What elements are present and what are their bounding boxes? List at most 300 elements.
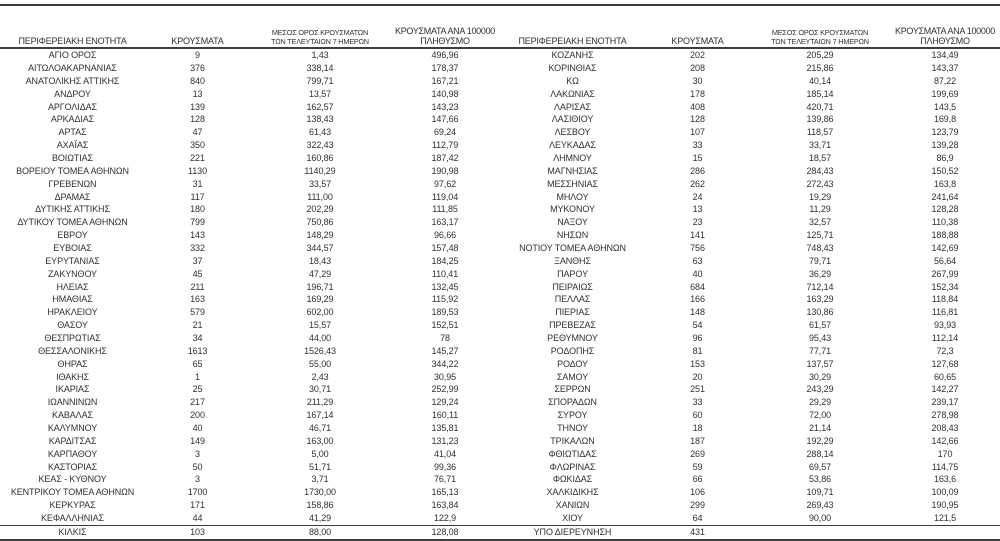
cell-cases: 431 bbox=[645, 525, 750, 539]
cell-cases: 1 bbox=[195, 371, 200, 382]
cell-avg7: 205,29 bbox=[806, 50, 834, 61]
cell-per100k: 170 bbox=[937, 448, 953, 459]
cell-avg7: 11,29 bbox=[809, 204, 831, 215]
cell-per100k: 93,93 bbox=[933, 320, 957, 331]
table-row bbox=[0, 216, 500, 229]
table-row bbox=[500, 216, 1000, 229]
cell-cases: 799 bbox=[190, 217, 205, 228]
cell-avg7: 95,43 bbox=[808, 333, 832, 344]
cell-per100k: 110,41 bbox=[431, 268, 459, 279]
cell-cases: 202 bbox=[690, 50, 705, 61]
cell-per100k: 30,95 bbox=[433, 371, 457, 382]
cell-region: ΔΥΤΙΚΟΥ ΤΟΜΕΑ ΑΘΗΝΩΝ bbox=[17, 217, 128, 228]
table-row bbox=[0, 422, 500, 435]
cell-region: ΜΗΛΟΥ bbox=[556, 191, 589, 202]
cell-region: ΚΑΡΠΑΘΟΥ bbox=[47, 448, 98, 459]
cell-region: ΧΑΝΙΩΝ bbox=[555, 500, 590, 511]
cell-cases: 579 bbox=[190, 307, 205, 318]
cell-cases: 208 bbox=[690, 62, 705, 73]
table-row bbox=[500, 409, 1000, 422]
cell-region: ΗΜΑΘΙΑΣ bbox=[52, 294, 93, 305]
col-header-per100k-line2: ΠΛΗΘΥΣΜΟ bbox=[420, 36, 470, 46]
table-row bbox=[0, 370, 500, 383]
col-header-region: ΠΕΡΙΦΕΡΕΙΑΚΗ ΕΝΟΤΗΤΑ bbox=[500, 6, 645, 48]
cell-cases: 24 bbox=[692, 191, 703, 202]
cell-per100k: 278,98 bbox=[931, 410, 959, 421]
cell-per100k: 143,23 bbox=[431, 101, 459, 112]
cell-region: ΚΕΝΤΡΙΚΟΥ ΤΟΜΕΑ ΑΘΗΝΩΝ bbox=[10, 487, 135, 498]
cell-region: ΚΩ bbox=[566, 75, 579, 86]
cell-cases: 13 bbox=[692, 204, 703, 215]
cell-region: ΠΑΡΟΥ bbox=[557, 268, 588, 279]
cell-region: ΡΟΔΟΥ bbox=[557, 358, 588, 369]
cell-per100k: 127,68 bbox=[931, 358, 959, 369]
table-row bbox=[0, 409, 500, 422]
cell-region: ΣΥΡΟΥ bbox=[557, 410, 588, 421]
table-row bbox=[500, 139, 1000, 152]
cell-region: ΚΙΛΚΙΣ bbox=[0, 525, 145, 539]
cell-per100k: 189,53 bbox=[431, 307, 459, 318]
table-row bbox=[500, 435, 1000, 448]
cell-region: ΣΠΟΡΑΔΩΝ bbox=[548, 397, 597, 408]
col-header-avg7-line2: ΤΩΝ ΤΕΛΕΥΤΑΙΩΝ 7 ΗΜΕΡΩΝ bbox=[271, 36, 369, 46]
cell-cases: 33 bbox=[692, 397, 703, 408]
cell-region: ΙΘΑΚΗΣ bbox=[56, 371, 89, 382]
table-row bbox=[500, 100, 1000, 113]
cell-cases: 221 bbox=[190, 153, 205, 163]
cell-region: ΝΗΣΩΝ bbox=[556, 230, 589, 241]
cell-avg7: 1526,43 bbox=[304, 345, 336, 356]
cell-avg7: 18,43 bbox=[308, 255, 332, 266]
cell-avg7: 158,86 bbox=[306, 500, 334, 511]
regional-table-right bbox=[500, 6, 1000, 539]
cell-cases: 262 bbox=[690, 178, 705, 189]
cell-region: ΑΙΤΩΛΟΑΚΑΡΝΑΝΙΑΣ bbox=[28, 62, 117, 73]
cell-cases: 3 bbox=[195, 474, 200, 485]
cell-cases: 66 bbox=[692, 474, 703, 485]
cell-cases: 54 bbox=[692, 320, 703, 331]
table-row bbox=[500, 486, 1000, 499]
cell-avg7: 1140,29 bbox=[304, 165, 336, 176]
cell-per100k: 115,92 bbox=[431, 294, 459, 305]
cell-region: ΙΩΑΝΝΙΝΩΝ bbox=[47, 397, 98, 408]
header-row-right bbox=[500, 6, 1000, 48]
table-row bbox=[500, 358, 1000, 371]
table-row bbox=[0, 332, 500, 345]
table-row bbox=[0, 242, 500, 255]
cell-avg7: 46,71 bbox=[308, 423, 332, 434]
cell-cases: 139 bbox=[190, 101, 205, 112]
cell-per100k: 100,09 bbox=[931, 487, 959, 498]
table-row bbox=[500, 512, 1000, 525]
cell-per100k: 169,8 bbox=[933, 114, 957, 125]
cell-cases: 44 bbox=[192, 513, 203, 524]
cell-avg7: 18,57 bbox=[808, 153, 832, 163]
cell-avg7: 47,29 bbox=[308, 268, 332, 279]
table-row bbox=[500, 448, 1000, 461]
table-row bbox=[0, 75, 500, 88]
cell-region: ΘΗΡΑΣ bbox=[57, 358, 88, 369]
table-row bbox=[0, 100, 500, 113]
cell-region: ΚΑΛΥΜΝΟΥ bbox=[47, 423, 98, 434]
cell-per100k: 112,79 bbox=[431, 140, 459, 151]
cell-cases: 106 bbox=[690, 487, 705, 498]
regional-table-left bbox=[0, 6, 500, 539]
table-row bbox=[0, 448, 500, 461]
cell-avg7: 3,71 bbox=[311, 474, 329, 485]
cell-avg7: 163,00 bbox=[306, 435, 334, 446]
cell-region: ΡΟΔΟΠΗΣ bbox=[550, 345, 595, 356]
table-row bbox=[0, 165, 500, 178]
cell-per100k: 184,25 bbox=[431, 255, 459, 266]
table-row bbox=[0, 525, 500, 539]
col-header-avg7-line1: ΜΕΣΟΣ ΟΡΟΣ ΚΡΟΥΣΜΑΤΩΝ bbox=[771, 28, 869, 37]
header-row-left bbox=[0, 6, 500, 48]
cell-cases: 45 bbox=[192, 268, 203, 279]
table-row bbox=[500, 152, 1000, 165]
cell-avg7: 139,86 bbox=[806, 114, 834, 125]
table-row bbox=[0, 139, 500, 152]
col-header-cases: ΚΡΟΥΣΜΑΤΑ bbox=[145, 6, 250, 48]
cell-per100k: 119,04 bbox=[431, 191, 459, 202]
cell-region: ΛΑΣΙΘΙΟΥ bbox=[551, 114, 594, 125]
cell-region: ΑΡΤΑΣ bbox=[58, 127, 87, 138]
cell-region: ΕΥΡΥΤΑΝΙΑΣ bbox=[45, 255, 100, 266]
cell-region: ΚΑΒΑΛΑΣ bbox=[52, 410, 93, 421]
cell-per100k: 128,08 bbox=[390, 525, 500, 539]
cell-per100k: 69,24 bbox=[433, 127, 457, 138]
table-row bbox=[0, 48, 500, 62]
cell-avg7: 55,00 bbox=[308, 358, 332, 369]
cell-per100k: 121,5 bbox=[933, 513, 957, 524]
table-row bbox=[500, 126, 1000, 139]
table-row bbox=[500, 332, 1000, 345]
cell-cases: 13 bbox=[192, 88, 203, 99]
table-row bbox=[0, 126, 500, 139]
cell-region: ΚΑΡΔΙΤΣΑΣ bbox=[48, 435, 97, 446]
cell-avg7: 185,14 bbox=[806, 88, 834, 99]
table-row bbox=[500, 178, 1000, 191]
cell-cases: 128 bbox=[690, 114, 705, 125]
cell-cases: 211 bbox=[190, 281, 205, 292]
cell-avg7: 202,29 bbox=[306, 204, 334, 215]
cell-avg7: 269,43 bbox=[806, 500, 834, 511]
table-row bbox=[0, 293, 500, 306]
table-row bbox=[0, 113, 500, 126]
cell-per100k: 163,8 bbox=[933, 178, 957, 189]
cell-per100k: 122,9 bbox=[433, 513, 457, 524]
table-row bbox=[500, 229, 1000, 242]
cell-per100k: 131,23 bbox=[431, 435, 459, 446]
cell-per100k: 128,28 bbox=[931, 204, 959, 215]
table-row bbox=[0, 152, 500, 165]
cell-region: ΠΕΛΛΑΣ bbox=[554, 294, 591, 305]
cell-per100k: 190,98 bbox=[431, 165, 459, 176]
cell-avg7: 167,14 bbox=[306, 410, 334, 421]
cell-per100k: 41,04 bbox=[433, 448, 457, 459]
cell-per100k: 110,38 bbox=[931, 217, 959, 228]
cell-region: ΛΕΥΚΑΔΑΣ bbox=[549, 140, 596, 151]
cell-cases: 350 bbox=[190, 140, 205, 151]
cell-avg7: 130,86 bbox=[806, 307, 834, 318]
cell-region: ΥΠΟ ΔΙΕΡΕΥΝΗΣΗ bbox=[500, 525, 645, 539]
cell-cases: 23 bbox=[692, 217, 703, 228]
cell-avg7: 111,00 bbox=[307, 191, 333, 202]
cell-region: ΛΕΣΒΟΥ bbox=[554, 127, 591, 138]
table-row bbox=[500, 345, 1000, 358]
cell-cases: 756 bbox=[690, 243, 705, 254]
cell-cases: 47 bbox=[192, 127, 203, 138]
cell-per100k: 139,28 bbox=[931, 140, 959, 151]
cell-avg7: 125,71 bbox=[806, 230, 834, 241]
cell-region: ΝΑΞΟΥ bbox=[557, 217, 588, 228]
cell-avg7: 21,14 bbox=[808, 423, 832, 434]
cell-cases: 31 bbox=[192, 178, 203, 189]
cell-per100k: 96,66 bbox=[433, 230, 457, 241]
cell-region: ΕΒΡΟΥ bbox=[57, 230, 88, 241]
cell-per100k: 496,96 bbox=[431, 50, 459, 61]
cell-cases: 840 bbox=[190, 75, 205, 86]
cell-region: ΑΝΔΡΟΥ bbox=[54, 88, 91, 99]
cell-per100k: 160,11 bbox=[431, 410, 459, 421]
table-row bbox=[500, 75, 1000, 88]
cell-per100k: 163,6 bbox=[933, 474, 957, 485]
cell-region: ΣΕΡΡΩΝ bbox=[554, 384, 591, 395]
cell-avg7: 44,00 bbox=[308, 333, 332, 344]
cell-avg7: 148,29 bbox=[306, 230, 334, 241]
cell-region: ΞΑΝΘΗΣ bbox=[554, 255, 591, 266]
cell-cases: 50 bbox=[192, 461, 203, 472]
cell-avg7: 88,00 bbox=[250, 525, 390, 539]
cell-per100k: 150,52 bbox=[931, 165, 959, 176]
cell-region: ΦΩΚΙΔΑΣ bbox=[552, 474, 593, 485]
cell-avg7: 196,71 bbox=[306, 281, 334, 292]
table-row bbox=[500, 255, 1000, 268]
table-row bbox=[0, 473, 500, 486]
table-row bbox=[0, 268, 500, 281]
table-row bbox=[0, 512, 500, 525]
cell-region: ΑΓΙΟ ΟΡΟΣ bbox=[48, 50, 97, 61]
table-body-left bbox=[0, 48, 500, 539]
cell-avg7: 61,43 bbox=[308, 127, 332, 138]
cell-region: ΦΛΩΡΙΝΑΣ bbox=[549, 461, 596, 472]
cell-per100k: 76,71 bbox=[433, 474, 457, 485]
cell-avg7: 344,57 bbox=[306, 243, 334, 254]
cell-avg7: 61,57 bbox=[808, 320, 832, 331]
cell-region: ΚΕΡΚΥΡΑΣ bbox=[49, 500, 96, 511]
cell-per100k: 123,79 bbox=[931, 127, 959, 138]
cell-avg7: 33,57 bbox=[308, 178, 332, 189]
table-row bbox=[500, 48, 1000, 62]
cell-cases: 33 bbox=[692, 140, 703, 151]
cell-avg7: 748,43 bbox=[806, 243, 834, 254]
table-row bbox=[500, 461, 1000, 474]
cell-per100k: 178,37 bbox=[431, 62, 459, 73]
table-row bbox=[0, 62, 500, 75]
cell-avg7: 109,71 bbox=[806, 487, 834, 498]
table-row bbox=[0, 178, 500, 191]
cell-per100k: 163,17 bbox=[431, 217, 459, 228]
cell-region: ΑΡΓΟΛΙΔΑΣ bbox=[48, 101, 97, 112]
cell-cases: 408 bbox=[690, 101, 705, 112]
cell-per100k: 97,62 bbox=[433, 178, 457, 189]
regional-cases-tables bbox=[0, 4, 1000, 541]
cell-cases: 217 bbox=[190, 397, 205, 408]
col-header-region: ΠΕΡΙΦΕΡΕΙΑΚΗ ΕΝΟΤΗΤΑ bbox=[0, 6, 145, 48]
cell-cases: 149 bbox=[190, 435, 205, 446]
cell-per100k: 199,69 bbox=[931, 88, 959, 99]
cell-region: ΔΥΤΙΚΗΣ ΑΤΤΙΚΗΣ bbox=[35, 204, 110, 215]
cell-cases: 178 bbox=[690, 88, 705, 99]
table-row bbox=[500, 473, 1000, 486]
table-row bbox=[0, 190, 500, 203]
col-header-cases: ΚΡΟΥΣΜΑΤΑ bbox=[645, 6, 750, 48]
cell-cases: 269 bbox=[690, 448, 705, 459]
cell-region: ΠΕΙΡΑΙΩΣ bbox=[552, 281, 593, 292]
cell-cases: 1700 bbox=[187, 487, 208, 498]
cell-region: ΑΧΑΪΑΣ bbox=[56, 140, 89, 151]
cell-avg7: 41,29 bbox=[308, 513, 332, 524]
cell-avg7: 215,86 bbox=[806, 62, 834, 73]
cell-avg7: 15,57 bbox=[308, 320, 332, 331]
table-row bbox=[500, 319, 1000, 332]
cell-region: ΗΛΕΙΑΣ bbox=[56, 281, 89, 292]
cell-region: ΔΡΑΜΑΣ bbox=[54, 191, 91, 202]
table-row bbox=[0, 383, 500, 396]
cell-per100k: 187,42 bbox=[431, 153, 459, 163]
col-header-per100k-line2: ΠΛΗΘΥΣΜΟ bbox=[920, 36, 970, 46]
cell-avg7: 72,00 bbox=[808, 410, 832, 421]
cell-region: ΜΕΣΣΗΝΙΑΣ bbox=[547, 178, 598, 189]
cell-region: ΚΟΡΙΝΘΙΑΣ bbox=[548, 62, 597, 73]
cell-region: ΛΑΚΩΝΙΑΣ bbox=[550, 88, 595, 99]
cell-per100k: 252,99 bbox=[431, 384, 459, 395]
cell-avg7: 30,71 bbox=[308, 384, 332, 395]
cell-per100k: 56,64 bbox=[933, 255, 957, 266]
table-row bbox=[0, 319, 500, 332]
cell-region: ΚΕΦΑΛΛΗΝΙΑΣ bbox=[41, 513, 104, 524]
cell-avg7: 712,14 bbox=[806, 281, 834, 292]
cell-region: ΠΡΕΒΕΖΑΣ bbox=[549, 320, 596, 331]
table-row bbox=[0, 345, 500, 358]
cell-avg7: 160,86 bbox=[306, 153, 334, 163]
cell-avg7: 284,43 bbox=[806, 165, 834, 176]
cell-region: ΛΗΜΝΟΥ bbox=[553, 153, 592, 163]
table-row bbox=[0, 306, 500, 319]
cell-region: ΡΕΘΥΜΝΟΥ bbox=[547, 333, 598, 344]
cell-cases: 15 bbox=[692, 153, 703, 163]
cell-avg7: 243,29 bbox=[806, 384, 834, 395]
cell-avg7: 77,71 bbox=[808, 345, 832, 356]
cell-per100k: 114,75 bbox=[931, 461, 959, 472]
cell-cases: 299 bbox=[690, 500, 705, 511]
cell-cases: 21 bbox=[192, 320, 203, 331]
cell-per100k bbox=[890, 525, 1000, 539]
cell-region: ΜΥΚΟΝΟΥ bbox=[550, 204, 595, 215]
cell-region: ΣΑΜΟΥ bbox=[556, 371, 589, 382]
table-row bbox=[0, 88, 500, 101]
cell-cases: 148 bbox=[690, 307, 705, 318]
table-row bbox=[0, 255, 500, 268]
cell-per100k: 143,37 bbox=[931, 62, 959, 73]
cell-region: ΠΙΕΡΙΑΣ bbox=[555, 307, 590, 318]
table-row bbox=[500, 88, 1000, 101]
cell-cases: 117 bbox=[190, 191, 205, 202]
table-row bbox=[500, 62, 1000, 75]
cell-avg7: 69,57 bbox=[808, 461, 832, 472]
cell-cases: 1613 bbox=[187, 345, 208, 356]
cell-cases: 64 bbox=[692, 513, 703, 524]
cell-cases: 684 bbox=[690, 281, 705, 292]
cell-region: ΖΑΚΥΝΘΟΥ bbox=[48, 268, 97, 279]
cell-cases: 63 bbox=[692, 255, 703, 266]
cell-region: ΦΘΙΩΤΙΔΑΣ bbox=[548, 448, 597, 459]
cell-avg7: 32,57 bbox=[808, 217, 832, 228]
table-row bbox=[500, 422, 1000, 435]
cell-cases: 30 bbox=[692, 75, 703, 86]
cell-per100k: 99,36 bbox=[433, 461, 457, 472]
col-header-avg7-line1: ΜΕΣΟΣ ΟΡΟΣ ΚΡΟΥΣΜΑΤΩΝ bbox=[271, 28, 369, 37]
col-header-per100k bbox=[390, 6, 500, 48]
cell-per100k: 129,24 bbox=[431, 397, 459, 408]
cell-region: ΚΟΖΑΝΗΣ bbox=[551, 50, 594, 61]
cell-region: ΑΝΑΤΟΛΙΚΗΣ ΑΤΤΙΚΗΣ bbox=[25, 75, 120, 86]
cell-cases: 187 bbox=[690, 435, 705, 446]
cell-cases: 59 bbox=[692, 461, 703, 472]
cell-cases: 143 bbox=[190, 230, 205, 241]
cell-per100k: 112,14 bbox=[931, 333, 959, 344]
col-header-per100k-line1: ΚΡΟΥΣΜΑΤΑ ΑΝΑ 100000 bbox=[395, 26, 495, 36]
table-row bbox=[500, 268, 1000, 281]
cell-cases: 65 bbox=[192, 358, 203, 369]
cell-avg7: 79,71 bbox=[808, 255, 832, 266]
cell-per100k: 208,43 bbox=[931, 423, 959, 434]
cell-avg7: 138,43 bbox=[306, 114, 334, 125]
cell-region: ΤΡΙΚΑΛΩΝ bbox=[550, 435, 595, 446]
cell-avg7: 29,29 bbox=[808, 397, 832, 408]
cell-avg7: 163,29 bbox=[806, 294, 834, 305]
table-row bbox=[500, 383, 1000, 396]
cell-cases: 180 bbox=[190, 204, 205, 215]
cell-per100k: 72,3 bbox=[936, 345, 954, 356]
cell-region: ΚΕΑΣ - ΚΥΘΝΟΥ bbox=[38, 474, 107, 485]
cell-avg7: 118,57 bbox=[806, 127, 834, 138]
cell-avg7: 53,86 bbox=[808, 474, 832, 485]
cell-cases: 1130 bbox=[188, 165, 207, 176]
table-row bbox=[500, 165, 1000, 178]
cell-avg7: 30,29 bbox=[808, 371, 832, 382]
table-row bbox=[500, 370, 1000, 383]
cell-avg7: 799,71 bbox=[306, 75, 334, 86]
cell-avg7 bbox=[750, 525, 890, 539]
cell-cases: 332 bbox=[190, 243, 205, 254]
cell-per100k: 118,84 bbox=[931, 294, 959, 305]
cell-cases: 200 bbox=[190, 410, 205, 421]
col-header-avg7 bbox=[250, 6, 390, 48]
cell-avg7: 2,43 bbox=[311, 371, 329, 382]
cell-cases: 163 bbox=[190, 294, 205, 305]
table-row bbox=[500, 525, 1000, 539]
cell-avg7: 272,43 bbox=[806, 178, 834, 189]
table-row bbox=[500, 280, 1000, 293]
cell-per100k: 86,9 bbox=[936, 153, 954, 163]
table-row bbox=[500, 242, 1000, 255]
cell-cases: 128 bbox=[190, 114, 205, 125]
cell-cases: 251 bbox=[690, 384, 705, 395]
cell-cases: 60 bbox=[692, 410, 703, 421]
cell-per100k: 142,27 bbox=[931, 384, 959, 395]
cell-avg7: 19,29 bbox=[808, 191, 832, 202]
